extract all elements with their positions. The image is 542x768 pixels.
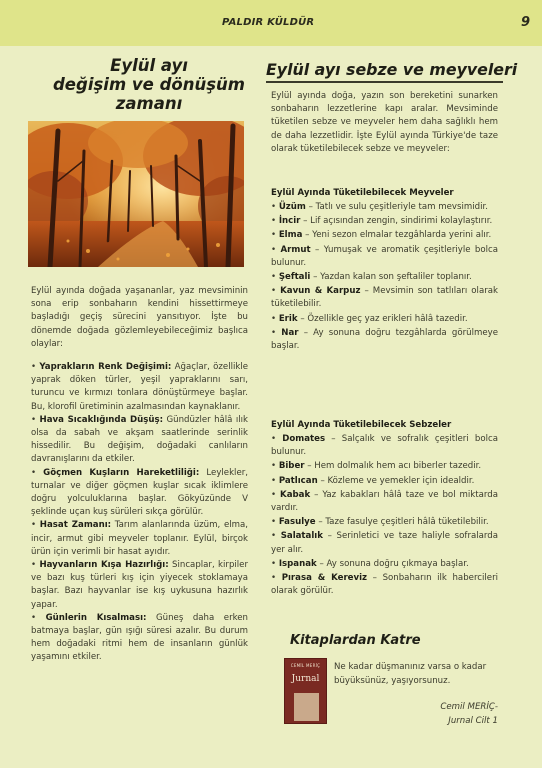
bullet: • — [271, 558, 277, 569]
item-label: Hayvanların Kışa Hazırlığı: — [39, 560, 169, 571]
item-text: Sincaplar, kirpiler ve bazı kuş türleri kış için yiyecek stoklamaya başlar. Bazı hayvanlar ise kış uykusuna hazırlık yapar. — [31, 560, 249, 610]
bullet: • — [271, 216, 277, 227]
kitap-section-title: Kitaplardan Katre — [290, 633, 421, 648]
book-cover-title: Jurnal — [291, 674, 320, 684]
bullet: • — [271, 230, 277, 241]
item-text: – Hem dolmalık hem acı biberler tazedir. — [307, 461, 482, 472]
list-item — [271, 327, 498, 353]
item-label: Salatalık — [280, 531, 323, 542]
item-label: Kabak — [280, 489, 311, 500]
list-item — [31, 559, 248, 612]
item-text: – Sonbaharın ilk habercileri olarak görülür. — [271, 573, 498, 597]
bullet: • — [271, 272, 277, 283]
list-item — [31, 612, 248, 665]
item-text: – Yumuşak ve aromatik çeşitleriyle bolca bulunur. — [271, 244, 499, 268]
left-intro: Eylül ayında doğada yaşananlar, yaz mevsiminin sona erip sonbaharın kendini hissettirmeye başladığı geçiş sürecini yansıtıyor. İşte bu dönemde doğada gözlemleyebileceğimiz başlıca olaylar: — [31, 286, 248, 349]
bullet: • — [31, 560, 37, 571]
bullet: • — [271, 313, 277, 324]
list-item — [271, 244, 498, 270]
list-item — [271, 558, 498, 571]
item-text: – Mevsimin son tatlıları olarak tüketilebilir. — [271, 286, 498, 310]
item-text: – Taze fasulye çeşitleri hâlâ tüketilebilir. — [318, 517, 489, 528]
item-text: – Özellikle geç yaz erikleri hâlâ tazedir. — [300, 313, 468, 324]
item-label: Yaprakların Renk Değişimi: — [39, 362, 172, 373]
list-item — [31, 414, 248, 467]
quote-attribution — [386, 701, 498, 728]
bullet: • — [271, 489, 277, 500]
item-label: Göçmen Kuşların Hareketliliği: — [43, 467, 200, 478]
item-label: Üzüm — [278, 202, 306, 212]
magazine-title: PALDIR KÜLDÜR — [222, 17, 315, 28]
title-underline — [266, 81, 503, 83]
fruits-list — [271, 201, 498, 354]
quote-source: Jurnal Cilt 1 — [448, 715, 498, 726]
bullet: • — [271, 434, 277, 444]
item-text: – Yeni sezon elmalar tezgâhlarda yerini alır. — [305, 230, 492, 241]
item-label: Kavun & Karpuz — [280, 286, 361, 297]
bullet: • — [31, 414, 37, 425]
bullet: • — [271, 286, 277, 297]
page-number: 9 — [521, 15, 531, 30]
list-item — [271, 489, 498, 515]
item-label: İncir — [278, 216, 301, 227]
item-text: – Tatlı ve sulu çeşitleriyle tam mevsimidir. — [308, 202, 488, 212]
list-item — [271, 201, 498, 214]
author-portrait-photo — [294, 693, 319, 721]
bullet: • — [271, 573, 277, 584]
item-label: Elma — [278, 230, 303, 241]
item-text: – Yaz kabakları hâlâ taze ve bol miktarda vardır. — [271, 489, 499, 514]
list-item — [31, 519, 248, 559]
list-item — [271, 475, 498, 488]
item-label: Şeftali — [278, 272, 311, 283]
left-title-line: Eylül ayı — [110, 56, 188, 75]
list-item — [271, 285, 498, 311]
list-item — [271, 313, 498, 326]
fruits-heading: Eylül Ayında Tüketilebilecek Meyveler — [271, 188, 454, 198]
bullet: • — [271, 244, 277, 255]
item-label: Nar — [281, 327, 299, 338]
book-quote: Ne kadar düşmanınız varsa o kadar büyüksünüz, yaşıyorsunuz. — [334, 662, 487, 686]
item-label: Armut — [280, 244, 311, 255]
bullet: • — [31, 362, 37, 373]
item-label: Hasat Zamanı: — [39, 520, 112, 531]
item-label: Ispanak — [278, 558, 317, 569]
quote-author-name: Cemil MERİÇ- — [440, 702, 498, 712]
list-item — [271, 516, 498, 529]
item-text: Tarım alanlarında üzüm, elma, incir, armut gibi meyveler toplanır. Eylül, birçok ürün için verimli bir hasat ayıdır. — [31, 520, 248, 557]
left-article-body — [31, 285, 248, 665]
bullet: • — [31, 612, 37, 623]
left-title-line: zamanı — [115, 94, 183, 113]
autumn-forest-photo — [28, 121, 244, 267]
item-text: Gündüzler hâlâ ılık olsa da sabah ve akşam saatlerinde serinlik hissedilir. Bu değişim, doğadaki canlıların davranışlarını da etkiler. — [31, 414, 249, 465]
bullet: • — [271, 517, 277, 528]
left-title-line: değişim ve dönüşüm — [53, 75, 245, 94]
vegetables-heading: Eylül Ayında Tüketilebilecek Sebzeler — [271, 420, 452, 430]
item-text: Ağaçlar, özellikle yaprak döken türler, yeşil yapraklarını sarı, turuncu ve kırmızı tonlara dönüştürmeye başlar. Bu, klorofil üretiminin azalmasından kaynaklanır. — [31, 362, 249, 412]
book-cover-author: CEMİL MERİÇ — [290, 663, 321, 668]
list-item — [271, 229, 498, 242]
bullet: • — [31, 467, 37, 478]
item-text: Güneş daha erken batmaya başlar, gün ışığı süresi azalır. Bu durum hem doğadaki ritmi hem de insanların günlük yaşamını etkiler. — [31, 612, 249, 663]
list-item — [31, 467, 248, 520]
bullet: • — [271, 531, 277, 542]
item-label: Domates — [282, 434, 326, 444]
item-text: – Lif açısından zengin, sindirimi kolaylaştırır. — [303, 216, 493, 227]
right-intro: Eylül ayında doğa, yazın son bereketini sunarken sonbaharın lezzetlerine kapı aralar. Mevsiminde tüketilen sebze ve meyveler hem daha sağlıklı hem de daha lezzetlidir. İşte Eylül ayında Türkiye'de taze olarak tüketilebilecek sebze ve meyveler: — [271, 91, 498, 154]
item-label: Günlerin Kısalması: — [45, 612, 147, 623]
list-item — [271, 572, 498, 598]
list-item — [271, 530, 498, 556]
list-item — [271, 215, 498, 228]
bullet: • — [271, 475, 277, 486]
item-text: – Közleme ve yemekler için idealdir. — [320, 475, 475, 486]
item-text: – Salçalık ve sofralık çeşitleri bolca bulunur. — [271, 434, 498, 458]
left-article-title — [44, 56, 254, 113]
item-label: Biber — [278, 461, 305, 472]
item-text: – Ay sonuna doğru çıkmaya başlar. — [319, 558, 469, 569]
item-text: – Yazdan kalan son şeftaliler toplanır. — [313, 272, 472, 283]
bullet: • — [271, 327, 277, 338]
item-label: Hava Sıcaklığında Düşüş: — [39, 414, 164, 425]
item-text: – Serinletici ve taze haliyle sofralarda yer alır. — [271, 531, 499, 555]
bullet: • — [31, 520, 37, 531]
item-text: Leylekler, turnalar ve diğer göçmen kuşlar sıcak iklimlere doğru yolculuklarına başlar. Gökyüzünde V şeklinde uçan kuş sürüleri sıkça görülür. — [31, 467, 248, 518]
list-item — [271, 460, 498, 473]
item-label: Patlıcan — [278, 475, 318, 486]
item-label: Fasulye — [278, 517, 316, 528]
book-cover-image — [284, 658, 327, 724]
item-label: Erik — [278, 313, 298, 324]
right-article-title: Eylül ayı sebze ve meyveleri — [266, 60, 518, 79]
vegetables-list — [271, 433, 498, 599]
item-label: Pırasa & Kereviz — [281, 573, 368, 584]
list-item — [31, 361, 248, 414]
list-item — [271, 433, 498, 459]
bullet: • — [271, 461, 277, 472]
list-item — [271, 271, 498, 284]
bullet: • — [271, 202, 277, 212]
item-text: – Ay sonuna doğru tezgâhlarda görülmeye başlar. — [271, 327, 498, 352]
